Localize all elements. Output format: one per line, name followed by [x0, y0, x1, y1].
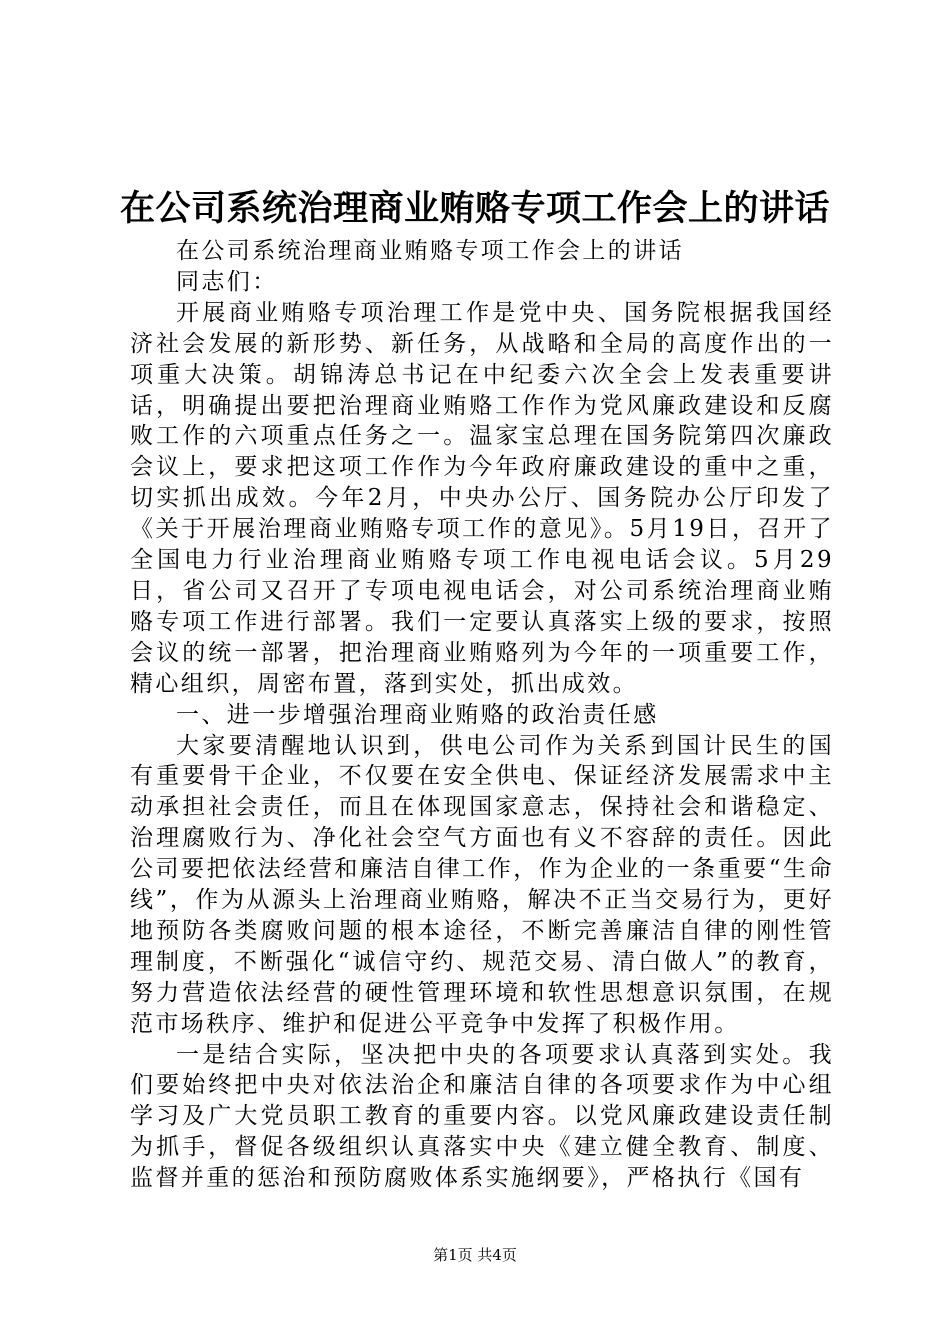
- subtitle-paragraph: 在公司系统治理商业贿赂专项工作会上的讲话: [176, 238, 684, 264]
- salutation-paragraph: 同志们：: [176, 268, 278, 295]
- body-paragraph: 一是结合实际，坚决把中央的各项要求认真落到实处。我们要始终把中央对依法治企和廉洁自律的各项要求作为中心组学习及广大党员职工教育的重要内容。以党风廉政建设责任制为抓手，督促各级组织认真落实中央《建立健全教育、制度、监督并重的惩治和预防腐败体系实施纲要》，严格执行《国有: [130, 1041, 834, 1192]
- section-heading: 一、进一步增强治理商业贿赂的政治责任感: [176, 701, 659, 728]
- document-body: [130, 236, 834, 1194]
- intro-paragraph: 开展商业贿赂专项治理工作是党中央、国务院根据我国经济社会发展的新形势、新任务，从战略和全局的高度作出的一项重大决策。胡锦涛总书记在中纪委六次全会上发表重要讲话，明确提出要把治理商业贿赂工作作为党风廉政建设和反腐败工作的六项重点任务之一。温家宝总理在国务院第四次廉政会议上，要求把这项工作作为今年政府廉政建设的重中之重，切实抓出成效。今年2月，中央办公厅、国务院办公厅印发了《关于开展治理商业贿赂专项工作的意见》。5月19日，召开了全国电力行业治理商业贿赂专项工作电视电话会议。5月29日，省公司又召开了专项电视电话会，对公司系统治理商业贿赂专项工作进行部署。我们一定要认真落实上级的要求，按照会议的统一部署，把治理商业贿赂列为今年的一项重要工作，精心组织，周密布置，落到实处，抓出成效。: [130, 299, 834, 697]
- page-number: 第1页 共4页: [433, 1246, 517, 1264]
- document-title: 在公司系统治理商业贿赂专项工作会上的讲话: [119, 189, 830, 229]
- body-paragraph: 大家要清醒地认识到，供电公司作为关系到国计民生的国有重要骨干企业，不仅要在安全供电、保证经济发展需求中主动承担社会责任，而且在体现国家意志，保持社会和谐稳定、治理腐败行为、净化社会空气方面也有义不容辞的责任。因此公司要把依法经营和廉洁自律工作，作为企业的一条重要“生命线”，作为从源头上治理商业贿赂，解决不正当交易行为，更好地预防各类腐败问题的根本途径，不断完善廉洁自律的刚性管理制度，不断强化“诚信守约、规范交易、清白做人”的教育，努力营造依法经营的硬性管理环境和软性思想意识氛围，在规范市场秩序、维护和促进公平竞争中发挥了积极作用。: [130, 732, 834, 1037]
